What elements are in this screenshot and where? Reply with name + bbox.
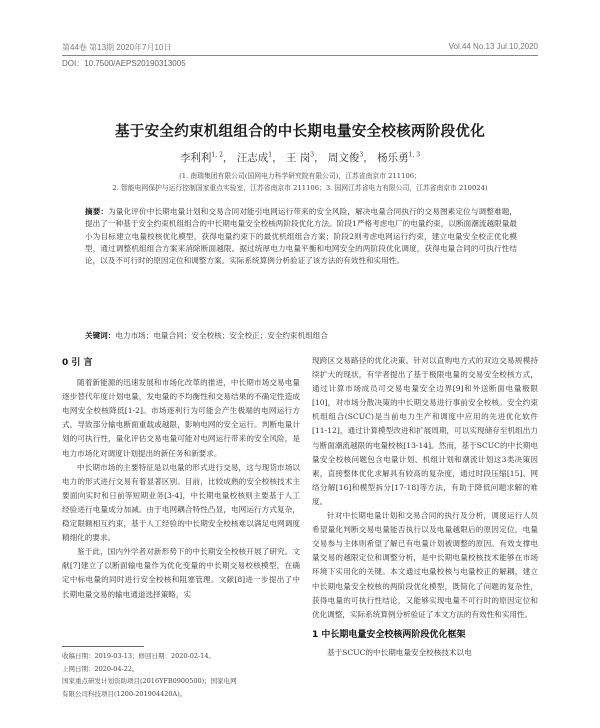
author: 王 岗$^3$ <box>285 151 315 164</box>
body-paragraph: 随着新能源的迅速发展和市场化改革的推进，中长期市场交易电量逐步替代年度计划电量，发电量的不均衡性和交易结果的不确定性造成电网安全校核降低[1-2]。市场逐利行为可能会产生极端的电网运行方式，导致部分输电断面重载或越限，影响电网的安全运行。判断电量计划的可执行性，量化评估交易电量可能对电网运行带来的安全风险，是电力市场化对调度计划提出的新任务和新要求。 <box>62 378 300 458</box>
abstract <box>85 206 517 267</box>
body-paragraph: 鉴于此，国内外学者对新形势下的中长期安全校核开展了研究。文献[7]建立了以断面输电量作为优化变量的中长期交易校核模型，在确定中标电量的同时进行安全校核和阻塞管理。文献[8]进一步提出了中长期电量交易的输电通道选择策略，实 <box>62 547 300 599</box>
header-volume-info-en: Vol.44 No.13 Jul.10,2020 <box>448 42 538 51</box>
section-heading-intro: 0 引 言 <box>62 358 93 368</box>
abstract-label: 摘要： <box>85 207 109 216</box>
footnote-line: 收稿日期：2019-03-13；修回日期：2020-02-14。 <box>62 652 215 660</box>
footnote-line: 上网日期：2020-04-22。 <box>62 664 139 673</box>
left-column <box>62 356 300 602</box>
doi: DOI：10.7500/AEPS20190313005 <box>62 59 186 68</box>
right-column <box>312 354 538 660</box>
footnote-rule <box>62 646 144 647</box>
keywords-label: 关键词： <box>85 331 116 340</box>
body-paragraph: 现跨区交易路径的优化决策。针对以直购电方式的双边交易规模持续扩大的现状，有学者提出了基于极限电量的交易安全校核方式，通过计算市场成员可交易电量安全边界[9]和外送断面电量极限[10]，对市场分散决策的中长期交易进行事前安全校核。安全约束机组组合(SCUC)是当前电力生产和调度中应用的先进优化软件[11-12]，通过计算模型改进和扩展周期，可以实现储存至机组出力与断面潮流越限的电量校核[13-14]。然而，基于SCUC的中长期电量安全校核问题包含电量计划、机组计划和潮流计划这3类决策因素，直接整体优化求解具有较高的复杂度，通过时段压缩[15]、网络分解[16]和模型拆分[17-18]等方法，有助于降低问题求解的难度。 <box>312 356 538 506</box>
body-paragraph: 针对中长期电量计划和交易合同的执行及分析，调度运行人员希望量化判断交易电量能否执行以及电量越限后的原因定位，电量交易参与主体则希望了解已有电量计划被调整的原因。有效支撑电量交易的越限定位和调整分析，是中长期电量校核技术能够在市场环境下实用化的关键。本文通过电量校核与电量校正的解耦，建立中长期电量安全校核的两阶段优化模型，既简化了问题的复杂性，获得电量的可执行性结论，又能够实现电量不可行时的原因定位和优化调整，实际系统算例分析验证了本文方法的有效性和实用性。 <box>312 511 538 619</box>
header-rule <box>62 55 538 56</box>
footnote-line: 有限公司科技项目(1200-201904420A)。 <box>62 689 187 698</box>
running-header <box>62 40 538 54</box>
abstract-text: 为量化评价中长期电量计划和交易合同对能引电网运行带来的安全风险，解决电量合同执行的交易图素定位与调整难题，提出了一种基于安全约束机组组合的中长期电量安全校核两阶段优化方法。阶段1严格考虑电厂的电量约束，以断面潮流越限量最小为目标建立电量校核优化模型，获得电量约束下的最优机组组合方案；阶段2则考虑电网运行约束，建立电量安全校正优化模型，通过调整机组组合方案来消除断面越限。据过统厚电力电量平衡和电网安全的两阶段优化调度，获得电量合同的可执行性结论，以及不可行时的原因定位和调整方案。实际系统算例分析验证了该方法的有效性和实用性。 <box>85 207 518 266</box>
keywords <box>85 330 517 341</box>
author: 汪志成$^1$ <box>236 151 273 164</box>
body-paragraph: 基于SCUC的中长期电量安全校核技术以电 <box>327 647 472 657</box>
author-list: 李利利$^{1, 2}$， 汪志成$^1$， 王 岗$^3$， 周文俊$^3$， 杨乐勇$^{1, 3}$ <box>179 151 421 164</box>
author: 杨乐勇$^{1, 3}$ <box>377 151 421 164</box>
author: 周文俊$^3$ <box>327 151 364 164</box>
header-volume-info: 第44卷 第13期 2020年7月10日 <box>62 43 172 52</box>
keywords-text: 电力市场；电量合同；安全校核；安全校正；安全约束机组组合 <box>115 331 328 340</box>
author: 李利利$^{1, 2}$ <box>179 151 223 164</box>
footnote-line: 国家重点研发计划资助项目(2016YFB0900500)；国家电网 <box>62 677 237 685</box>
section-heading-framework: 1 中长期电量安全校核两阶段优化框架 <box>312 629 466 640</box>
footnote <box>62 650 300 700</box>
body-paragraph: 中长期市场的主要特征是以电量的形式进行交易，这与现货市场以电力的形式进行交易有着显著区别。目前，比较成熟的安全校核技术主要面向实时和日前等短期业务[3-4]，中长期电量校核则主要基于人工经验进行电量成分加减。由于电网耦合特性凸显，电网运行方式复杂，稳定限额相互约束，基于人工经验的中长期安全校核难以满足电网调度精细化的要求。 <box>62 462 300 543</box>
paper-title: 基于安全约束机组组合的中长期电量安全校核两阶段优化 <box>115 124 485 140</box>
affiliation-line: (1. 南瑞集团有限公司(国网电力科学研究院有限公司)，江苏省南京市 211106； <box>179 172 421 180</box>
affiliation-line: 2. 智能电网保护与运行控制国家重点实验室，江苏省南京市 211106；3. 国网江苏省电力有限公司，江苏省南京市 210024) <box>112 184 488 192</box>
